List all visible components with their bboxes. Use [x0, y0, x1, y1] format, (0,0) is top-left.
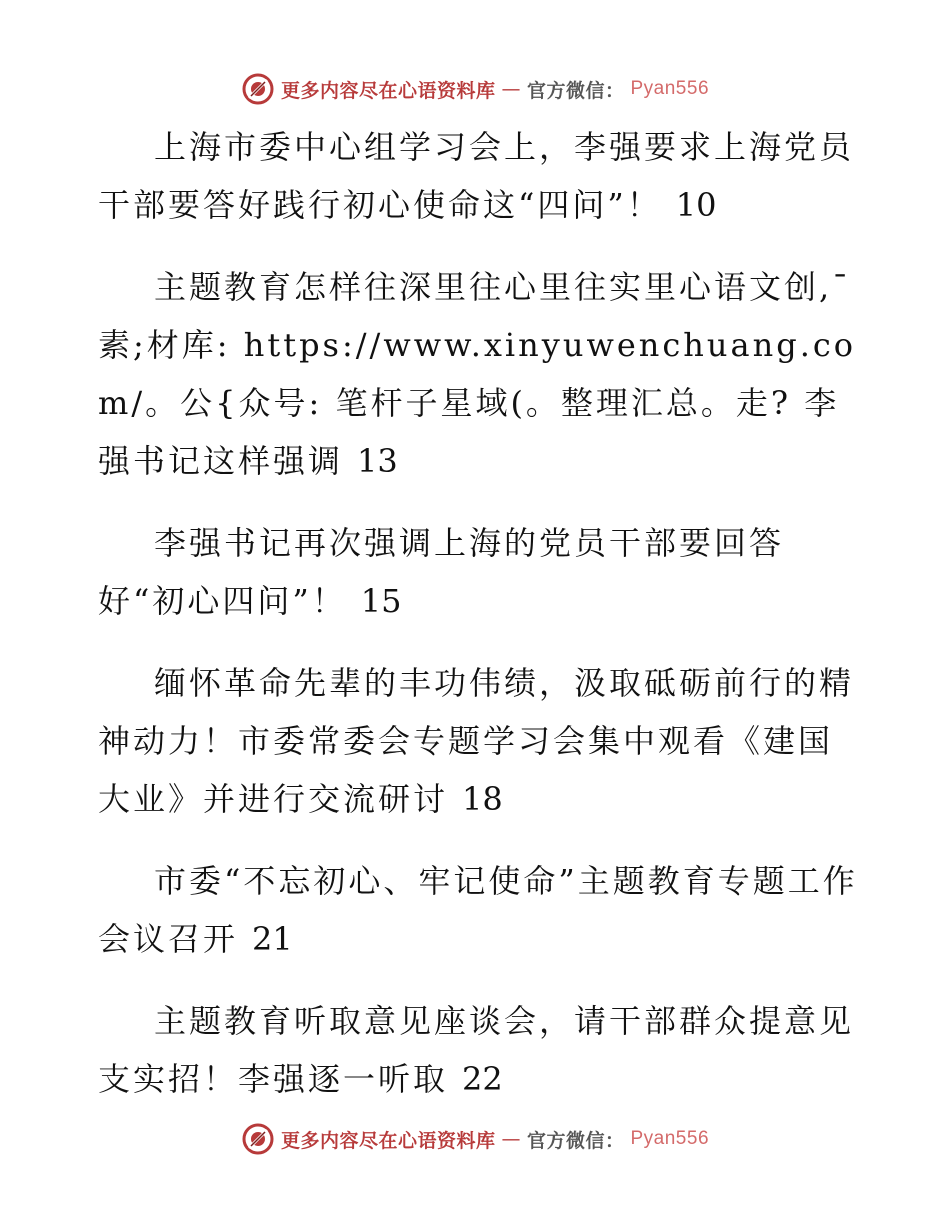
toc-entry[interactable] [98, 852, 858, 968]
watermark-footer [0, 1122, 950, 1156]
toc-list [98, 118, 858, 1132]
watermark-official: 官方微信： [526, 1129, 625, 1152]
toc-entry-page: 21 [252, 920, 293, 958]
watermark-header [0, 72, 950, 106]
toc-entry-text: 主题教育怎样往深里往心里往实里心语文创,¯素;材库: https://www.xinyuwenchuang.com/。公{众号: 笔杆子星域(。整理汇总。走? 李强书记这样强调 [98, 268, 857, 480]
toc-entry-text: 缅怀革命先辈的丰功伟绩，汲取砥砺前行的精神动力！市委常委会专题学习会集中观看《建国大业》并进行交流研讨 [98, 664, 855, 818]
toc-entry-text: 李强书记再次强调上海的党员干部要回答好“初心四问”！ [98, 524, 785, 620]
watermark-wechat-id: Pyan556 [630, 78, 710, 99]
toc-entry[interactable] [98, 654, 858, 828]
toc-entry[interactable] [98, 992, 858, 1108]
toc-entry-text: 市委“不忘初心、牢记使命”主题教育专题工作会议召开 [98, 862, 858, 958]
toc-entry[interactable] [98, 118, 858, 234]
watermark-official: 官方微信： [526, 79, 625, 102]
watermark-dash: — [501, 78, 521, 100]
toc-entry-text: 上海市委中心组学习会上，李强要求上海党员干部要答好践行初心使命这“四问”！ [98, 128, 855, 224]
toc-entry[interactable] [98, 514, 858, 630]
watermark-brand: 更多内容尽在心语资料库 [280, 79, 496, 102]
toc-entry-page: 13 [357, 442, 398, 480]
toc-entry-page: 10 [675, 186, 717, 224]
watermark-brand: 更多内容尽在心语资料库 [280, 1129, 496, 1152]
toc-entry[interactable] [98, 258, 858, 490]
toc-entry-page: 22 [462, 1060, 503, 1098]
toc-entry-page: 18 [462, 780, 503, 818]
brand-logo-icon [241, 1122, 275, 1156]
toc-entry-page: 15 [360, 582, 402, 620]
toc-entry-text: 主题教育听取意见座谈会，请干部群众提意见支实招！李强逐一听取 [98, 1002, 855, 1098]
brand-logo-icon [241, 72, 275, 106]
watermark-wechat-id: Pyan556 [630, 1128, 710, 1149]
watermark-dash: — [501, 1128, 521, 1150]
